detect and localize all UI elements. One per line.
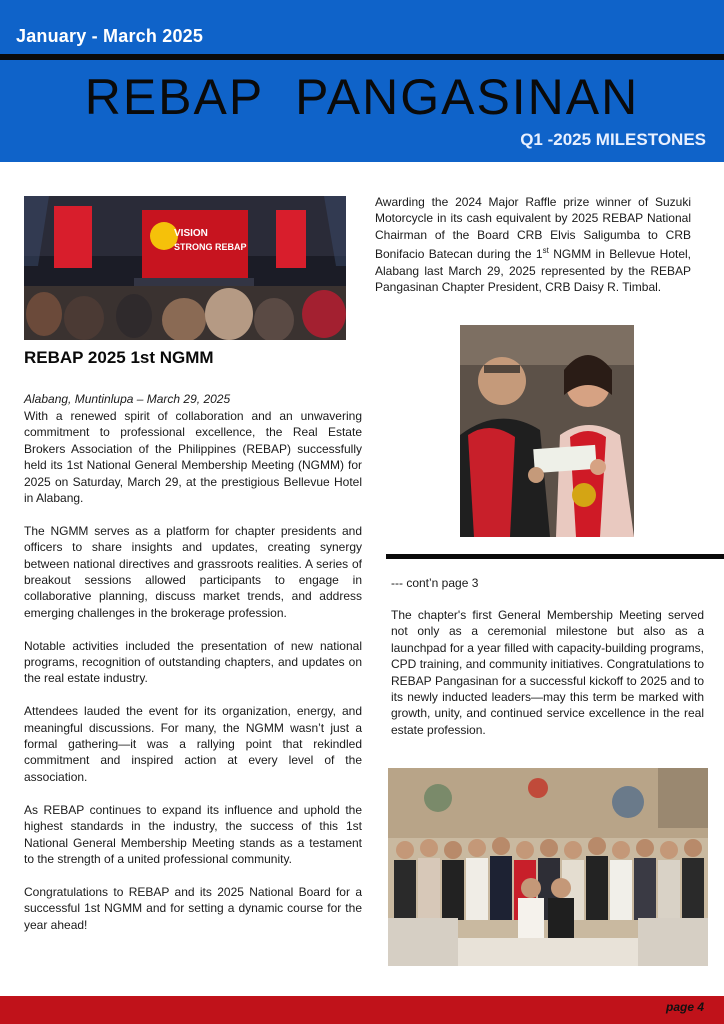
milestones-subtitle: Q1 -2025 MILESTONES: [520, 130, 706, 149]
column-divider: [386, 554, 724, 559]
continuation-text: [391, 607, 704, 738]
article-paragraph: Notable activities included the presentation of new national programs, recognition of outstanding chapters, and updates on the real estate industry.: [24, 638, 362, 686]
continuation-paragraph: The chapter's first General Membership Meeting served not only as a ceremonial milestone but also as a launchpad for a year filled with capacity-building programs, CPD training, and community initiatives. Congratulations to REBAP Pangasinan for a successful kickoff to 2025 and to its newly inducted leaders—may this term be marked with growth, unity, and continued service excellence in the real estate profession.: [391, 608, 704, 737]
masthead-title: REBAP PANGASINAN: [84, 69, 640, 125]
stage-screen-text-2: STRONG REBAP: [174, 242, 247, 252]
article-title: REBAP 2025 1st NGMM: [24, 348, 214, 367]
article-paragraph: Congratulations to REBAP and its 2025 National Board for a successful 1st NGMM and for setting a dynamic course for the year ahead!: [24, 884, 362, 932]
raffle-caption-sup: st: [542, 246, 549, 256]
raffle-caption-text-end: NGMM in Bellevue Hotel, Alabang last March 29, 2025 represented by the REBAP Pangasinan Chapter President, CRB Daisy R. Timbal.: [375, 247, 692, 295]
raffle-caption-text: Awarding the 2024 Major Raffle prize winner of Suzuki Motorcycle in its cash equivalent by 2025 REBAP National Chairman of the Board CRB Elvis Saligumba to CRB Bonifacio Batecan during the 1: [375, 195, 691, 262]
raffle-caption: [375, 194, 691, 295]
stage-screen-text-1: VISION: [174, 228, 208, 239]
raffle-check-photo: [460, 325, 634, 537]
article-paragraph: Attendees lauded the event for its organization, energy, and meaningful discussions. For many, the NGMM wasn’t just a formal gathering—it was a rallying point that rekindled commitment and inspired action at every level of the association.: [24, 704, 362, 784]
page-number: page 4: [665, 1000, 704, 1014]
article-paragraph: As REBAP continues to expand its influence and uphold the highest standards in the industry, the success of this 1st National General Membership Meeting stands as a testament to the strength of a united professional community.: [24, 802, 362, 866]
article-paragraph: The NGMM serves as a platform for chapter presidents and officers to share insights and updates, creating synergy between national directives and grassroots realities. A series of breakout sessions allowed participants to engage in collaborative planning, discuss market trends, and address emerging challenges in the brokerage profession.: [24, 523, 362, 620]
footer-band: [0, 996, 724, 1024]
continuation-note: --- cont’n page 3: [391, 576, 479, 590]
article-paragraph: With a renewed spirit of collaboration and an unwavering commitment to professional excellence, the Real Estate Brokers Association of the Philippines (REBAP) successfully held its 1st National General Membership Meeting (NGMM) for 2025 on Saturday, March 29, at the prestigious Bellevue Hotel in Alabang.: [24, 409, 362, 506]
article-body: [24, 408, 362, 933]
group-photo: [388, 768, 708, 966]
article-dateline: Alabang, Muntinlupa – March 29, 2025: [24, 392, 231, 406]
header-rule: [0, 54, 724, 60]
issue-date: January - March 2025: [16, 26, 204, 46]
ngmm-stage-photo: [24, 196, 346, 340]
